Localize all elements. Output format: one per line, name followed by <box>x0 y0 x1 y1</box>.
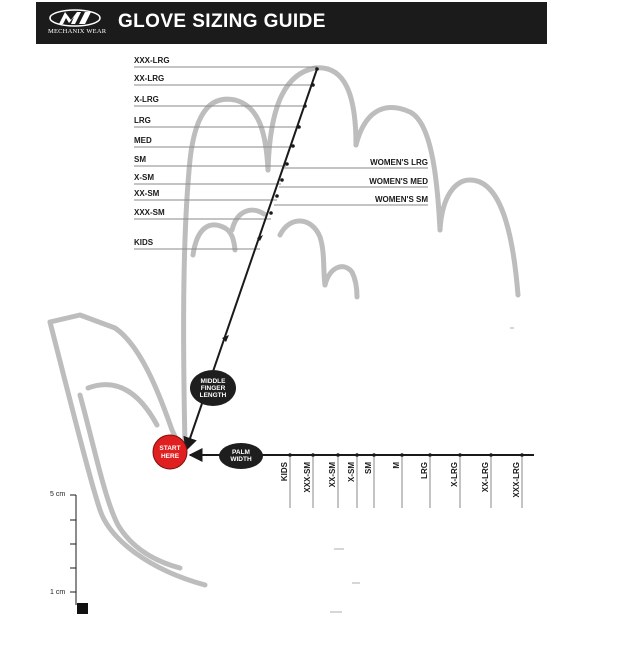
palm-size-labels <box>280 461 521 497</box>
start-here-badge <box>153 435 187 469</box>
palm-size-dot <box>288 453 292 457</box>
palm-size-label: XX-SM <box>328 462 337 488</box>
palm-badge-line-2: WIDTH <box>230 456 252 463</box>
thumb-inner <box>88 385 157 425</box>
finger-size-label: XXX-LRG <box>134 56 170 65</box>
start-badge-line-1: START <box>159 445 181 452</box>
page-title: GLOVE SIZING GUIDE <box>118 11 326 32</box>
palm-size-dot <box>400 453 404 457</box>
middle-finger-tick <box>311 83 315 87</box>
finger-size-label: KIDS <box>134 238 154 247</box>
scale-ticks <box>70 495 76 592</box>
middle-finger-tick <box>303 104 307 108</box>
kid-ring <box>280 221 325 285</box>
palm-size-dot <box>458 453 462 457</box>
middle-finger-tick <box>275 194 279 198</box>
scale-label-5cm: 5 cm <box>50 491 66 498</box>
middle-finger-tick <box>280 178 284 182</box>
womens-size-label: WOMEN'S SM <box>374 195 428 204</box>
palm-size-dot <box>428 453 432 457</box>
palm-size-label: XXX-SM <box>303 462 312 493</box>
badge-middle-line-3: LENGTH <box>199 392 227 399</box>
scale-square-icon <box>77 603 88 614</box>
womens-size-lines <box>274 158 428 205</box>
finger-size-label: X-SM <box>134 173 154 182</box>
palm-size-label: X-SM <box>347 462 356 482</box>
finger-size-label: XXX-SM <box>134 208 165 217</box>
middle-finger-length-badge <box>190 370 236 406</box>
womens-size-label: WOMEN'S MED <box>369 177 428 186</box>
scale-ruler <box>50 491 88 614</box>
middle-finger-tick <box>297 125 301 129</box>
palm-size-label: KIDS <box>280 462 289 482</box>
middle-finger-tick <box>285 162 289 166</box>
palm-badge-line-1: PALM <box>232 449 250 456</box>
finger-size-label: XX-SM <box>134 189 160 198</box>
palm-size-label: XX-LRG <box>481 462 490 493</box>
scale-label-1cm: 1 cm <box>50 589 66 596</box>
finger-size-label: LRG <box>134 116 151 125</box>
pinky-finger <box>440 180 518 295</box>
hand-outline <box>50 68 518 585</box>
logo-text: MECHANIX WEAR <box>48 28 107 35</box>
kid-pinky <box>325 267 357 297</box>
palm-size-dot <box>355 453 359 457</box>
thumb-outer <box>50 315 178 442</box>
middle-finger-tick <box>269 211 273 215</box>
palm-size-label: LRG <box>420 462 429 479</box>
finger-size-label: SM <box>134 155 146 164</box>
palm-size-dot <box>489 453 493 457</box>
ring-finger <box>356 108 440 230</box>
kid-index <box>193 225 235 255</box>
palm-width-badge <box>219 443 263 469</box>
badge-middle-line-1: MIDDLE <box>200 378 226 385</box>
palm-size-label: M <box>392 462 401 469</box>
finger-size-label: XX-LRG <box>134 74 165 83</box>
palm-size-label: X-LRG <box>450 462 459 487</box>
badge-middle-line-2: FINGER <box>200 385 226 392</box>
start-badge-line-2: HERE <box>160 453 180 460</box>
palm-size-label: SM <box>364 462 373 474</box>
middle-finger-tick <box>291 144 295 148</box>
palm-size-dot <box>336 453 340 457</box>
palm-size-dot <box>372 453 376 457</box>
finger-size-label: X-LRG <box>134 95 159 104</box>
palm-size-label: XXX-LRG <box>512 462 521 498</box>
palm-size-dot <box>311 453 315 457</box>
middle-finger-tick <box>315 67 319 71</box>
palm-inner-curve <box>80 395 180 568</box>
kid-middle <box>232 210 264 230</box>
palm-size-dot <box>520 453 524 457</box>
womens-size-label: WOMEN'S LRG <box>370 158 428 167</box>
finger-size-label: MED <box>134 136 152 145</box>
